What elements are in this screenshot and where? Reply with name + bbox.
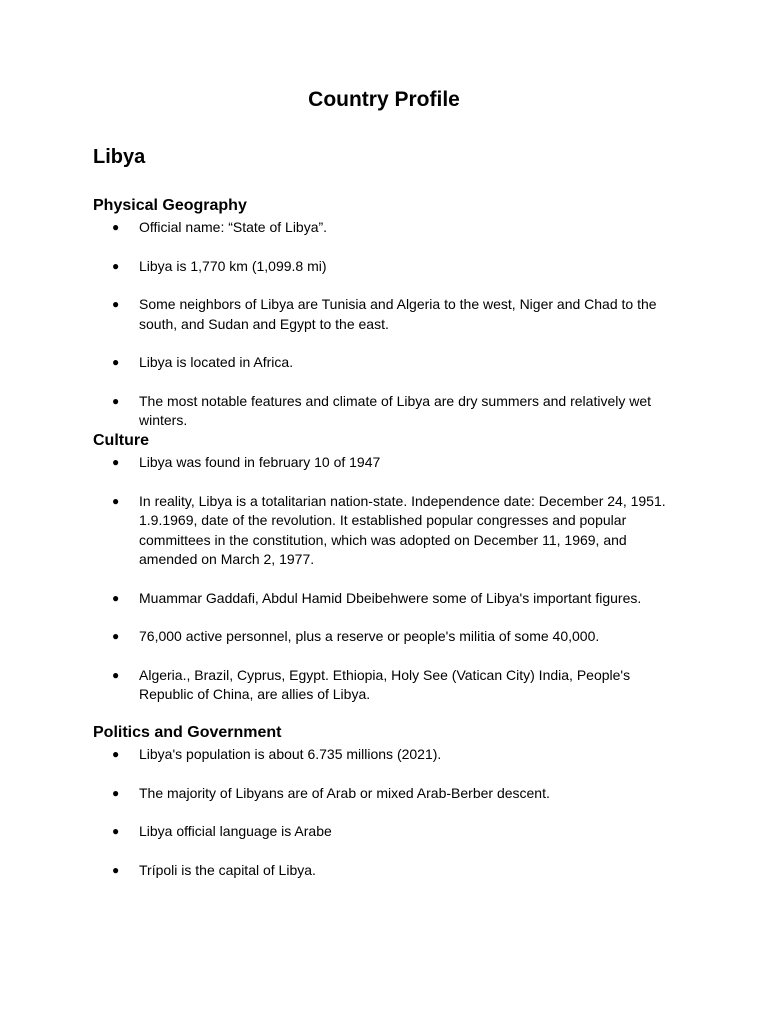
list-item <box>93 353 683 373</box>
list-item-text: In reality, Libya is a totalitarian nation-state. Independence date: December 24, 1951. 1.9.1969, date of the revolution. It established popular congresses and popular committees in the constitution, which was adopted on December 11, 1969, and amended on March 2, 1977. <box>139 492 666 567</box>
list-item <box>93 861 683 881</box>
list-item-text: The majority of Libyans are of Arab or mixed Arab-Berber descent. <box>139 784 550 801</box>
list-item <box>93 392 683 431</box>
list-item <box>93 589 683 609</box>
bullet-icon: ● <box>112 393 120 408</box>
culture-list <box>93 453 683 705</box>
list-item-text: Libya was found in february 10 of 1947 <box>139 454 381 470</box>
page-title: Country Profile <box>308 88 460 111</box>
physical-geography-list <box>93 218 683 431</box>
list-item-text: Some neighbors of Libya are Tunisia and Algeria to the west, Niger and Chad to the south, and Sudan and Egypt to the east. <box>139 296 657 332</box>
list-item <box>93 784 683 804</box>
list-item-text: Libya is located in Africa. <box>139 354 294 370</box>
bullet-icon: ● <box>112 629 120 643</box>
politics-list <box>93 745 683 880</box>
list-item <box>93 627 683 647</box>
country-name: Libya <box>93 146 146 168</box>
section-heading-physical-geography: Physical Geography <box>93 197 247 214</box>
list-item-text: Libya's population is about 6.735 millions (2021). <box>139 746 442 762</box>
list-item-text: Libya is 1,770 km (1,099.8 mi) <box>139 257 327 274</box>
bullet-icon: ● <box>112 785 120 800</box>
bullet-icon: ● <box>112 862 120 877</box>
list-item-text: Libya official language is Arabe <box>139 823 332 839</box>
list-item <box>93 257 683 277</box>
list-item <box>93 453 683 473</box>
list-item-text: The most notable features and climate of Libya are dry summers and relatively wet winters. <box>139 392 652 428</box>
list-item-text: Muammar Gaddafi, Abdul Hamid Dbeibehwere some of Libya's important figures. <box>139 589 642 606</box>
section-heading-politics-and-government: Politics and Government <box>93 724 282 741</box>
bullet-icon: ● <box>112 297 120 311</box>
list-item-text: 76,000 active personnel, plus a reserve or people's militia of some 40,000. <box>139 628 600 644</box>
list-item-text: Algeria., Brazil, Cyprus, Egypt. Ethiopia, Holy See (Vatican City) India, People's Republic of China, are allies of Libya. <box>139 666 631 702</box>
list-item <box>93 295 683 334</box>
bullet-icon: ● <box>112 667 120 682</box>
list-item <box>93 218 683 238</box>
list-item <box>93 492 683 570</box>
list-item <box>93 822 683 842</box>
bullet-icon: ● <box>112 455 120 469</box>
list-item-text: Official name: “State of Libya”. <box>139 219 328 235</box>
bullet-icon: ● <box>112 355 120 369</box>
bullet-icon: ● <box>112 258 120 273</box>
list-item-text: Trípoli is the capital of Libya. <box>139 861 316 878</box>
bullet-icon: ● <box>112 493 120 508</box>
bullet-icon: ● <box>112 747 120 761</box>
section-heading-culture: Culture <box>93 432 149 449</box>
bullet-icon: ● <box>112 590 120 605</box>
bullet-icon: ● <box>112 824 120 838</box>
list-item <box>93 745 683 765</box>
list-item <box>93 666 683 705</box>
bullet-icon: ● <box>112 220 120 234</box>
